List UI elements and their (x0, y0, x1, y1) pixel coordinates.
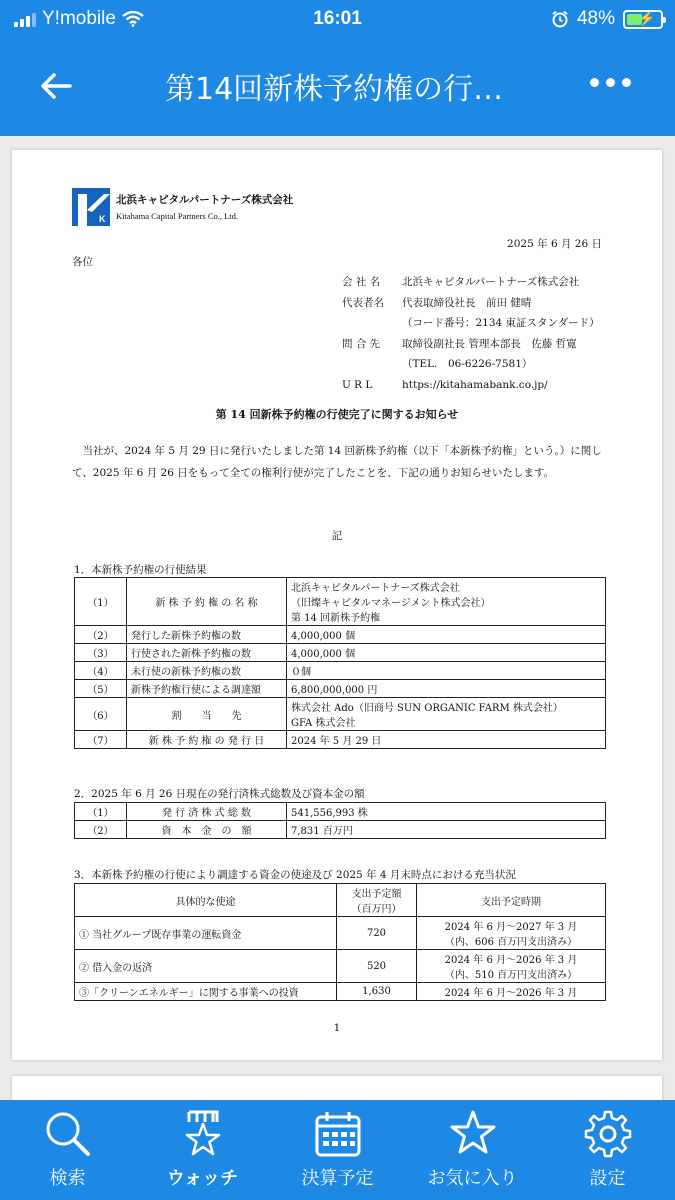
info-row (342, 293, 600, 314)
row-num: （7） (75, 731, 127, 749)
info-key: 問 合 先 (342, 337, 381, 350)
logo-company-name: 北浜キャピタルパートナーズ株式会社 (116, 194, 294, 206)
page-number: 1 (333, 1022, 341, 1034)
document-viewer[interactable] (0, 136, 675, 1100)
tab-earnings-schedule[interactable] (270, 1100, 405, 1200)
table-row (75, 698, 606, 731)
alarm-icon (551, 10, 569, 28)
row-value: ０個 (287, 662, 606, 680)
row-label: 新株予約権行使による調達額 (127, 680, 287, 698)
table-row (75, 578, 606, 626)
table-row (75, 821, 606, 839)
info-key: 代表者名 (342, 296, 384, 309)
row-value: 株式会社 Ado（旧商号 SUN ORGANIC FARM 株式会社） GFA 株式会社 (287, 698, 606, 731)
column-header: 支出予定時期 (417, 884, 606, 917)
row-period: 2024 年 6 月～2026 年 3 月 (417, 983, 606, 1001)
row-num: （1） (75, 803, 127, 821)
column-header: 具体的な使途 (75, 884, 337, 917)
table-row (75, 983, 606, 1001)
row-value: 541,556,993 株 (287, 803, 606, 821)
company-info (342, 272, 600, 395)
row-value: 7,831 百万円 (287, 821, 606, 839)
addressee: 各位 (72, 256, 93, 268)
info-key: 会 社 名 (342, 276, 381, 288)
row-use: ② 借入金の返済 (75, 950, 337, 983)
table-row (75, 917, 606, 950)
document-date: 2025 年 6 月 26 日 (507, 238, 602, 250)
table-row (75, 803, 606, 821)
row-use: ③「クリーンエネルギー」に関する事業への投資 (75, 983, 337, 1001)
logo-mark-icon (72, 188, 110, 226)
info-row (342, 272, 600, 293)
tab-label: 決算予定 (301, 1168, 374, 1189)
row-value: 4,000,000 個 (287, 626, 606, 644)
info-row (342, 354, 600, 375)
search-icon (42, 1108, 94, 1160)
battery-percent: 48% (576, 8, 615, 29)
table-row (75, 626, 606, 644)
table-row (75, 680, 606, 698)
battery-icon: ⚡ (623, 10, 663, 29)
tab-watch[interactable] (135, 1100, 270, 1200)
tab-settings[interactable] (540, 1100, 675, 1200)
row-num: （5） (75, 680, 127, 698)
company-logo (72, 188, 293, 226)
more-menu-icon[interactable] (590, 78, 631, 87)
next-document-page (12, 1076, 662, 1100)
tab-favorites[interactable] (405, 1100, 540, 1200)
section1-heading: 1．本新株予約権の行使結果 (74, 564, 207, 576)
star-icon (447, 1108, 499, 1160)
row-label: 割 当 先 (127, 698, 287, 731)
row-label: 資 本 金 の 額 (127, 821, 287, 839)
svg-text:K: K (99, 214, 106, 224)
row-amount: 720 (337, 917, 417, 950)
info-value: 代表取締役社長 前田 健晴 (402, 296, 532, 309)
status-time: 16:01 (313, 8, 362, 29)
row-num: （3） (75, 644, 127, 662)
table-row (75, 950, 606, 983)
section1-table (74, 577, 606, 749)
back-arrow-icon[interactable] (36, 66, 76, 106)
row-label: 発行した新株予約権の数 (127, 626, 287, 644)
info-row (342, 334, 600, 355)
row-num: （2） (75, 626, 127, 644)
row-num: （4） (75, 662, 127, 680)
table-header-row (75, 884, 606, 917)
tab-label: 検索 (49, 1168, 86, 1189)
table-row (75, 644, 606, 662)
row-period: 2024 年 6 月～2027 年 3 月 （内、606 百万円支出済み） (417, 917, 606, 950)
info-value: https://kitahamabank.co.jp/ (402, 378, 548, 391)
info-row (342, 313, 600, 334)
row-label: 新 株 予 約 権 の 名 称 (127, 578, 287, 626)
document-body: 当社が、2024 年 5 月 29 日に発行いたしました第 14 回新株予約権（以下「本新株予約権」という。）に関して、2025 年 6 月 26 日をもって全ての権利行使が完了したことを、下記の通りお知らせいたします。 (72, 445, 602, 479)
gear-icon (582, 1108, 634, 1160)
calendar-icon (312, 1108, 364, 1160)
info-value: 北浜キャピタルパートナーズ株式会社 (402, 276, 580, 288)
row-num: （1） (75, 578, 127, 626)
tab-label: 設定 (589, 1168, 626, 1189)
row-label: 新 株 予 約 権 の 発 行 日 (127, 731, 287, 749)
column-header: 支出予定額 （百万円） (337, 884, 417, 917)
info-key (342, 354, 402, 375)
info-key (342, 313, 402, 334)
status-bar (0, 0, 675, 38)
logo-company-name-en: Kitahama Capital Partners Co., Ltd. (116, 211, 239, 221)
row-value: 2024 年 5 月 29 日 (287, 731, 606, 749)
table-row (75, 731, 606, 749)
carrier-name: Y!mobile (42, 8, 116, 29)
document-page (12, 150, 662, 1060)
nav-bar (0, 38, 675, 136)
row-value: 北浜キャピタルパートナーズ株式会社 （旧燦キャピタルマネージメント株式会社） 第 14 回新株予約権 (287, 578, 606, 626)
page-title: 第14回新株予約権の行… (165, 72, 504, 107)
tab-bar (0, 1100, 675, 1200)
section3-table (74, 883, 606, 1001)
info-value: （TEL. 06-6226-7581） (402, 358, 533, 370)
row-amount: 520 (337, 950, 417, 983)
info-value: （コード番号：2134 東証スタンダード） (402, 317, 600, 329)
tab-search[interactable] (0, 1100, 135, 1200)
row-value: 6,800,000,000 円 (287, 680, 606, 698)
watch-star-icon (177, 1108, 229, 1160)
row-use: ① 当社グループ既存事業の運転資金 (75, 917, 337, 950)
info-key: U R L (342, 378, 373, 391)
ki-marker: 記 (331, 530, 343, 542)
info-value: 取締役副社長 管理本部長 佐藤 哲寛 (402, 337, 577, 350)
section2-table (74, 802, 606, 839)
row-amount: 1,630 (337, 983, 417, 1001)
row-num: （2） (75, 821, 127, 839)
document-title: 第 14 回新株予約権の行使完了に関するお知らせ (215, 408, 459, 421)
row-label: 行使された新株予約権の数 (127, 644, 287, 662)
row-label: 発 行 済 株 式 総 数 (127, 803, 287, 821)
row-num: （6） (75, 698, 127, 731)
row-period: 2024 年 6 月～2026 年 3 月 （内、510 百万円支出済み） (417, 950, 606, 983)
info-row (342, 375, 600, 396)
tab-label: ウォッチ (166, 1168, 239, 1189)
row-value: 4,000,000 個 (287, 644, 606, 662)
section3-heading: 3．本新株予約権の行使により調達する資金の使途及び 2025 年 4 月末時点における充当状況 (74, 869, 516, 881)
table-row (75, 662, 606, 680)
row-label: 未行使の新株予約権の数 (127, 662, 287, 680)
tab-label: お気に入り (427, 1168, 518, 1189)
section2-heading: 2．2025 年 6 月 26 日現在の発行済株式総数及び資本金の額 (74, 788, 365, 800)
